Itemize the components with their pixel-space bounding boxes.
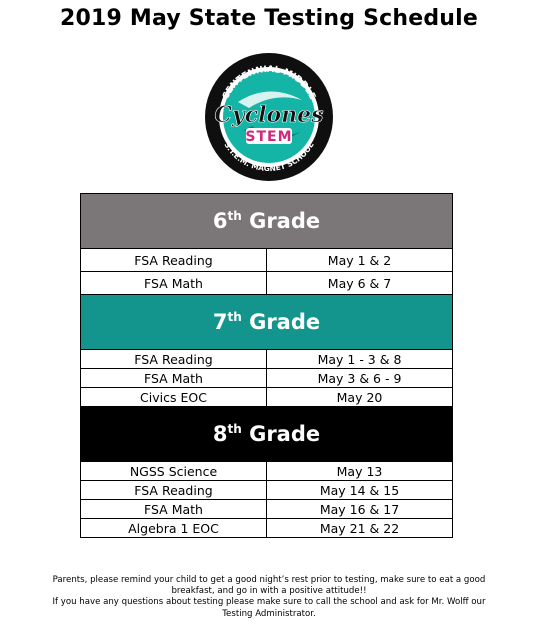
parent-note bbox=[0, 575, 538, 620]
grade-suffix: th bbox=[227, 209, 242, 223]
grade-word: Grade bbox=[249, 422, 321, 446]
test-date: May 13 bbox=[267, 462, 453, 481]
test-date: May 20 bbox=[267, 388, 453, 407]
table-row bbox=[81, 249, 453, 272]
test-subject: FSA Reading bbox=[81, 350, 267, 369]
table-row bbox=[81, 481, 453, 500]
table-row bbox=[81, 272, 453, 295]
test-subject: Algebra 1 EOC bbox=[81, 519, 267, 538]
grade-header-6 bbox=[81, 194, 453, 249]
test-subject: FSA Math bbox=[81, 272, 267, 295]
grade-number: 7 bbox=[212, 310, 228, 334]
table-row bbox=[81, 462, 453, 481]
test-date: May 1 - 3 & 8 bbox=[267, 350, 453, 369]
grade-suffix: th bbox=[227, 422, 242, 436]
logo-top-text: CENTENNIAL MIDDLE bbox=[220, 64, 318, 102]
test-subject: FSA Math bbox=[81, 500, 267, 519]
logo-stem-text: STEM bbox=[245, 129, 293, 145]
grade-header-7 bbox=[81, 295, 453, 350]
note-line: Testing Administrator. bbox=[222, 608, 316, 619]
grade-number: 6 bbox=[212, 209, 228, 233]
grade-number: 8 bbox=[212, 422, 228, 446]
grade-word: Grade bbox=[249, 310, 321, 334]
test-date: May 21 & 22 bbox=[267, 519, 453, 538]
grade-suffix: th bbox=[227, 310, 242, 324]
testing-schedule-table bbox=[80, 193, 453, 538]
grade-header-8 bbox=[81, 407, 453, 462]
table-row bbox=[81, 350, 453, 369]
note-line: If you have any questions about testing please make sure to call the school and ask for Mr. Wolff our bbox=[52, 597, 486, 608]
test-date: May 6 & 7 bbox=[267, 272, 453, 295]
test-date: May 3 & 6 - 9 bbox=[267, 369, 453, 388]
table-row bbox=[81, 369, 453, 388]
table-row bbox=[81, 388, 453, 407]
grade-word: Grade bbox=[249, 209, 321, 233]
logo-mascot-text: Cyclones bbox=[214, 102, 324, 128]
test-date: May 1 & 2 bbox=[267, 249, 453, 272]
test-subject: FSA Reading bbox=[81, 249, 267, 272]
test-subject: FSA Reading bbox=[81, 481, 267, 500]
school-logo bbox=[194, 42, 344, 192]
table-row bbox=[81, 500, 453, 519]
test-subject: Civics EOC bbox=[81, 388, 267, 407]
test-subject: NGSS Science bbox=[81, 462, 267, 481]
page-title: 2019 May State Testing Schedule bbox=[59, 6, 479, 31]
test-date: May 16 & 17 bbox=[267, 500, 453, 519]
cyclones-logo-icon bbox=[194, 42, 344, 192]
test-subject: FSA Math bbox=[81, 369, 267, 388]
table-row bbox=[81, 519, 453, 538]
note-line: Parents, please remind your child to get a good night’s rest prior to testing, make sure to eat a good bbox=[52, 575, 486, 585]
note-line: breakfast, and go in with a positive attitude!! bbox=[171, 586, 367, 597]
logo-bottom-text: S.T.E.M. MAGNET SCHOOL bbox=[222, 140, 316, 174]
test-date: May 14 & 15 bbox=[267, 481, 453, 500]
